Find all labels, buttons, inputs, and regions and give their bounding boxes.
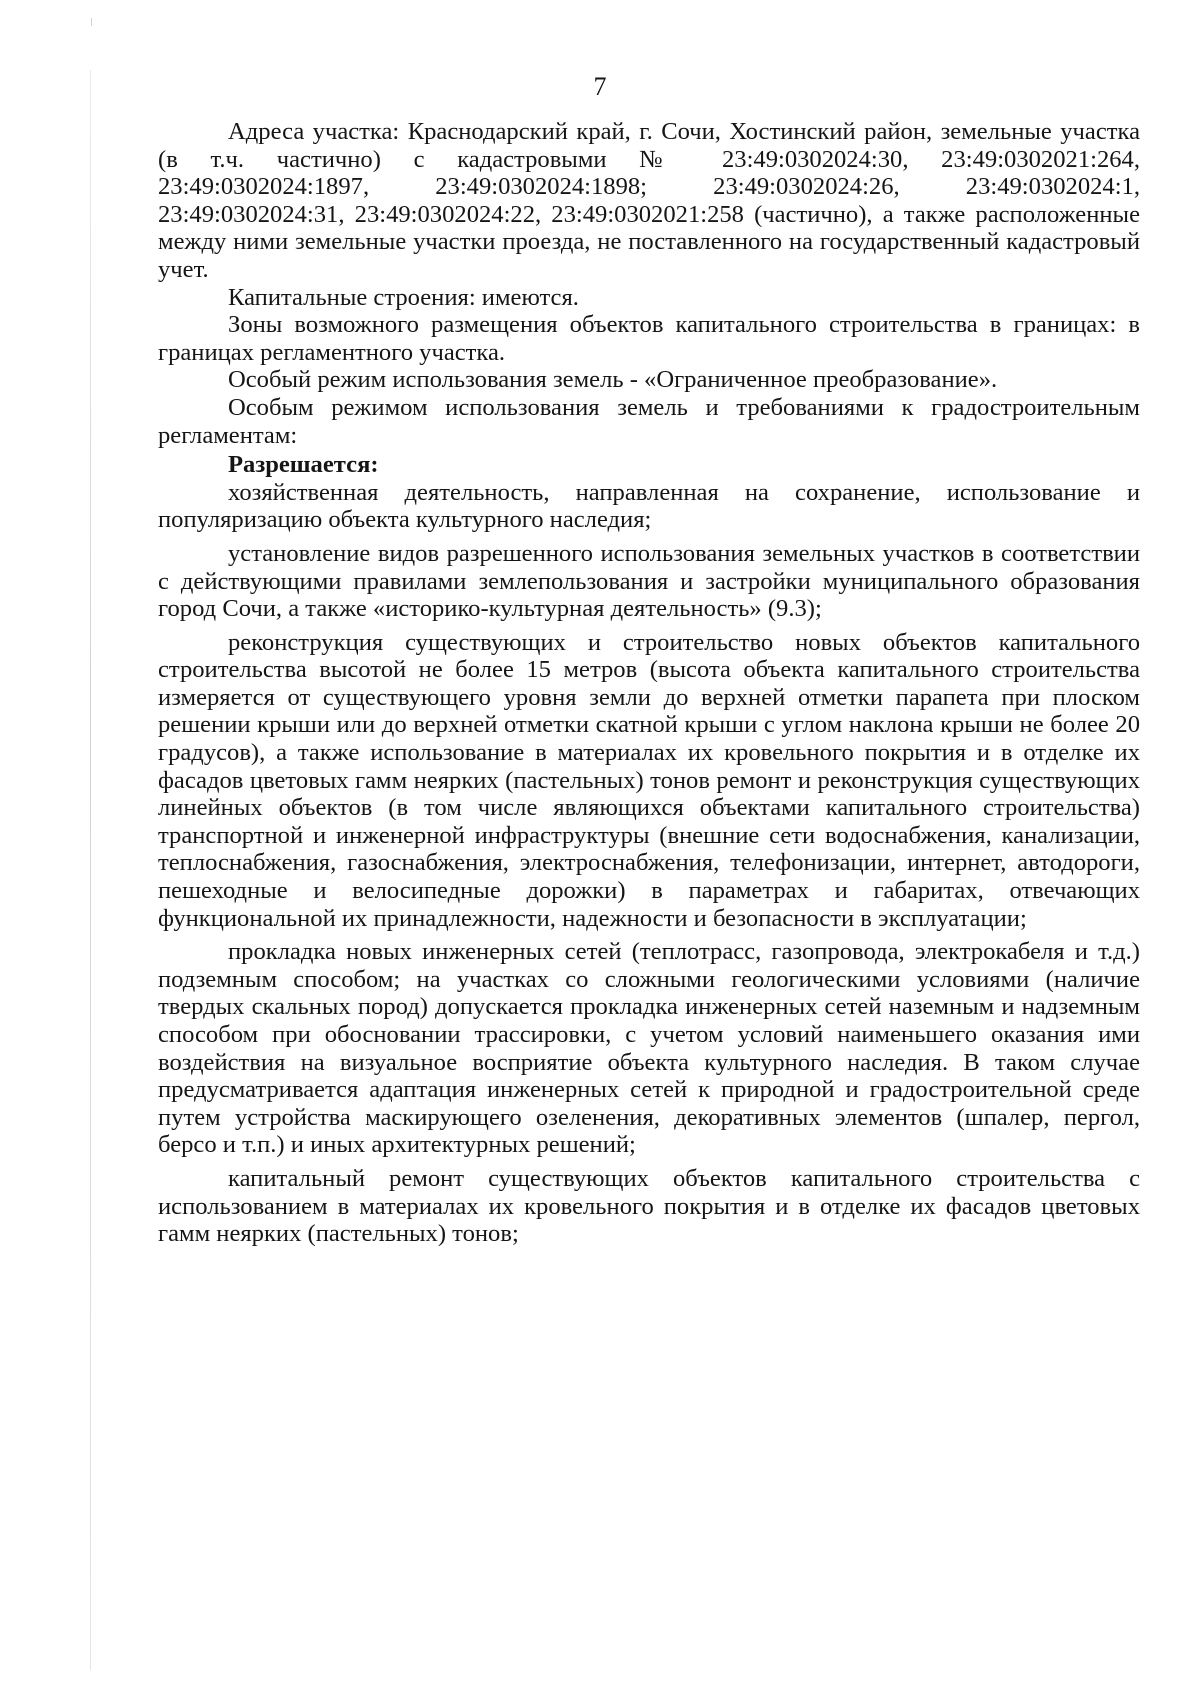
scan-artifact xyxy=(91,18,92,26)
scan-binding-edge xyxy=(90,70,91,1670)
paragraph-placement-zones: Зоны возможного размещения объектов капитального строительства в границах: в границах регламентного участка. xyxy=(158,311,1140,366)
paragraph-address: Адреса участка: Краснодарский край, г. Сочи, Хостинский район, земельные участка (в т.ч. частично) с кадастровыми № 23:49:0302024:30, 23:49:0302021:264, 23:49:0302024:1897, 23:49:0302024:1898; 23:49:0302024:26, 23:49:0302024:1, 23:49:0302024:31, 23:49:0302024:22, 23:49:0302021:258 (частично), а также расположенные между ними земельные участки проезда, не поставленного на государственный кадастровый учет. xyxy=(158,118,1140,283)
paragraph-permitted-use: установление видов разрешенного использования земельных участков в соответствии с действующими правилами землепользования и застройки муниципального образования город Сочи, а также «историко-культурная деятельность» (9.3); xyxy=(158,539,1140,623)
paragraph-capital-repair: капитальный ремонт существующих объектов капитального строительства с использованием в материалах их кровельного покрытия и в отделке их фасадов цветовых гамм неярких (пастельных) тонов; xyxy=(158,1164,1140,1248)
paragraph-regime-requirements: Особым режимом использования земель и требованиями к градостроительным регламентам: xyxy=(158,393,1140,449)
document-body xyxy=(158,118,1140,1248)
paragraph-economic-activity: хозяйственная деятельность, направленная на сохранение, использование и популяризацию объекта культурного наследия; xyxy=(158,478,1140,534)
paragraph-special-regime: Особый режим использования земель - «Ограниченное преобразование». xyxy=(228,366,998,394)
heading-permitted: Разрешается: xyxy=(228,451,379,479)
paragraph-engineering-networks: прокладка новых инженерных сетей (теплотрасс, газопровода, электрокабеля и т.д.) подземным способом; на участках со сложными геологическими условиями (наличие твердых скальных пород) допускается прокладка инженерных сетей наземным и надземным способом при обосновании трассировки, с учетом условий наименьшего оказания ими воздействия на визуальное восприятие объекта культурного наследия. В таком случае предусматривается адаптация инженерных сетей к природной и градостроительной среде путем устройства маскирующего озеленения, декоративных элементов (шпалер, пергол, берсо и т.п.) и иных архитектурных решений; xyxy=(158,938,1140,1159)
page-number: 7 xyxy=(593,72,607,101)
paragraph-reconstruction: реконструкция существующих и строительство новых объектов капитального строительства высотой не более 15 метров (высота объекта капитального строительства измеряется от существующего уровня земли до верхней отметки парапета при плоском решении крыши или до верхней отметки скатной крыши с углом наклона крыши не более 20 градусов), а также использование в материалах их кровельного покрытия и в отделке их фасадов цветовых гамм неярких (пастельных) тонов ремонт и реконструкция существующих линейных объектов (в том числе являющихся объектами капитального строительства) транспортной и инженерной инфраструктуры (внешние сети водоснабжения, канализации, теплоснабжения, газоснабжения, электроснабжения, телефонизации, интернет, автодороги, пешеходные и велосипедные дорожки) в параметрах и габаритах, отвечающих функциональной их принадлежности, надежности и безопасности в эксплуатации; xyxy=(158,628,1140,932)
paragraph-capital-buildings: Капитальные строения: имеются. xyxy=(228,283,579,311)
